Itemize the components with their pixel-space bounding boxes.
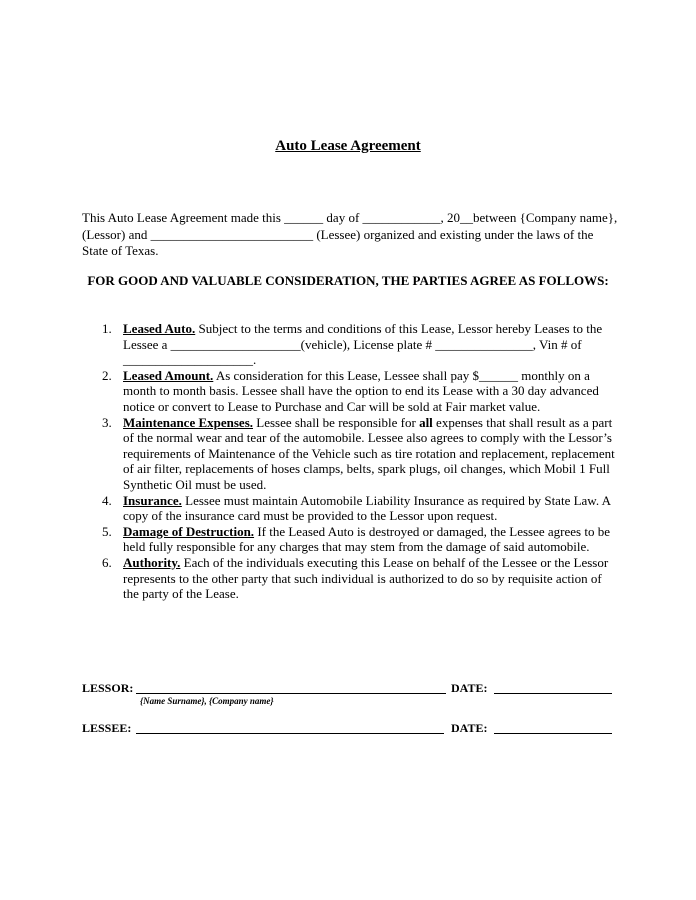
item-text: Subject to the terms and conditions of this Lease, Lessor hereby Leases to the Lessee a ____________________(vehicle), License plate # _______________, Vin # of ____________________.: [123, 321, 603, 368]
lessor-date-label: DATE:: [451, 681, 488, 695]
term-item-authority: [82, 555, 618, 602]
lessee-date-field[interactable]: [494, 721, 612, 734]
term-item-damage: [82, 524, 618, 555]
term-item-maintenance: [82, 415, 618, 493]
consideration-heading: FOR GOOD AND VALUABLE CONSIDERATION, THE PARTIES AGREE AS FOLLOWS:: [87, 273, 609, 288]
document-title: Auto Lease Agreement: [275, 138, 421, 154]
item-number: 2.: [102, 367, 112, 383]
item-text: Each of the individuals executing this Lease on behalf of the Lessee or the Lessor represents to the other party that such individual is authorized to do so by requisite action of the party of the Lease.: [123, 554, 609, 602]
item-number: 6.: [102, 554, 112, 570]
item-heading: Authority.: [123, 554, 181, 570]
lessor-date-field[interactable]: [494, 681, 612, 694]
lessor-signature-field[interactable]: [136, 681, 446, 694]
item-text: expenses that shall result as a part of the normal wear and tear of the automobile. Lessee also agrees to comply with the Lessor’s requirements of Maintenance of the Vehicle such as tire rotation and replacement, replacement of air filter, replacements of hoses clamps, belts, spark plugs, oil changes, which Mobil 1 Full Synthetic Oil must be used.: [123, 414, 615, 492]
item-heading: Damage of Destruction.: [123, 523, 255, 539]
term-item-leased-auto: [82, 321, 618, 368]
lessor-label: LESSOR:: [82, 681, 134, 695]
term-item-leased-amount: [82, 368, 618, 415]
item-number: 5.: [102, 523, 112, 539]
lessee-date-label: DATE:: [451, 721, 488, 735]
item-number: 4.: [102, 492, 112, 508]
item-heading: Leased Auto.: [123, 321, 196, 336]
item-text: Lessee shall be responsible for: [253, 414, 420, 430]
lessee-signature-field[interactable]: [136, 721, 444, 734]
item-number: 1.: [102, 321, 112, 336]
term-item-insurance: [82, 493, 618, 524]
intro-paragraph: This Auto Lease Agreement made this ______ day of ____________, 20__between {Company name}, (Lessor) and _________________________ (Lessee) organized and existing under the laws of the State of Texas.: [82, 210, 618, 258]
lessor-signature-row: [82, 681, 618, 696]
item-heading: Leased Amount.: [123, 367, 214, 383]
item-text: As consideration for this Lease, Lessee shall pay $______ monthly on a month to month basis. Lessee shall have the option to end its Lease with a 30 day advanced notice or convert to Lease to Purchase and Car will be sold at Fair market value.: [123, 367, 599, 414]
item-heading: Insurance.: [123, 492, 182, 508]
item-text: Lessee must maintain Automobile Liability Insurance as required by State Law. A copy of the insurance card must be provided to the Lessor upon request.: [123, 492, 611, 524]
lessee-signature-row: [82, 721, 618, 736]
lessee-label: LESSEE:: [82, 721, 132, 735]
item-heading: Maintenance Expenses.: [123, 414, 253, 430]
lessor-subtitle: {Name Surname}, {Company name}: [140, 696, 274, 706]
item-emphasis: all: [419, 414, 433, 430]
item-text: If the Leased Auto is destroyed or damaged, the Lessee agrees to be held fully responsible for any charges that may stem from the damage of said automobile.: [123, 523, 610, 555]
terms-list: [82, 321, 618, 602]
item-number: 3.: [102, 414, 112, 430]
